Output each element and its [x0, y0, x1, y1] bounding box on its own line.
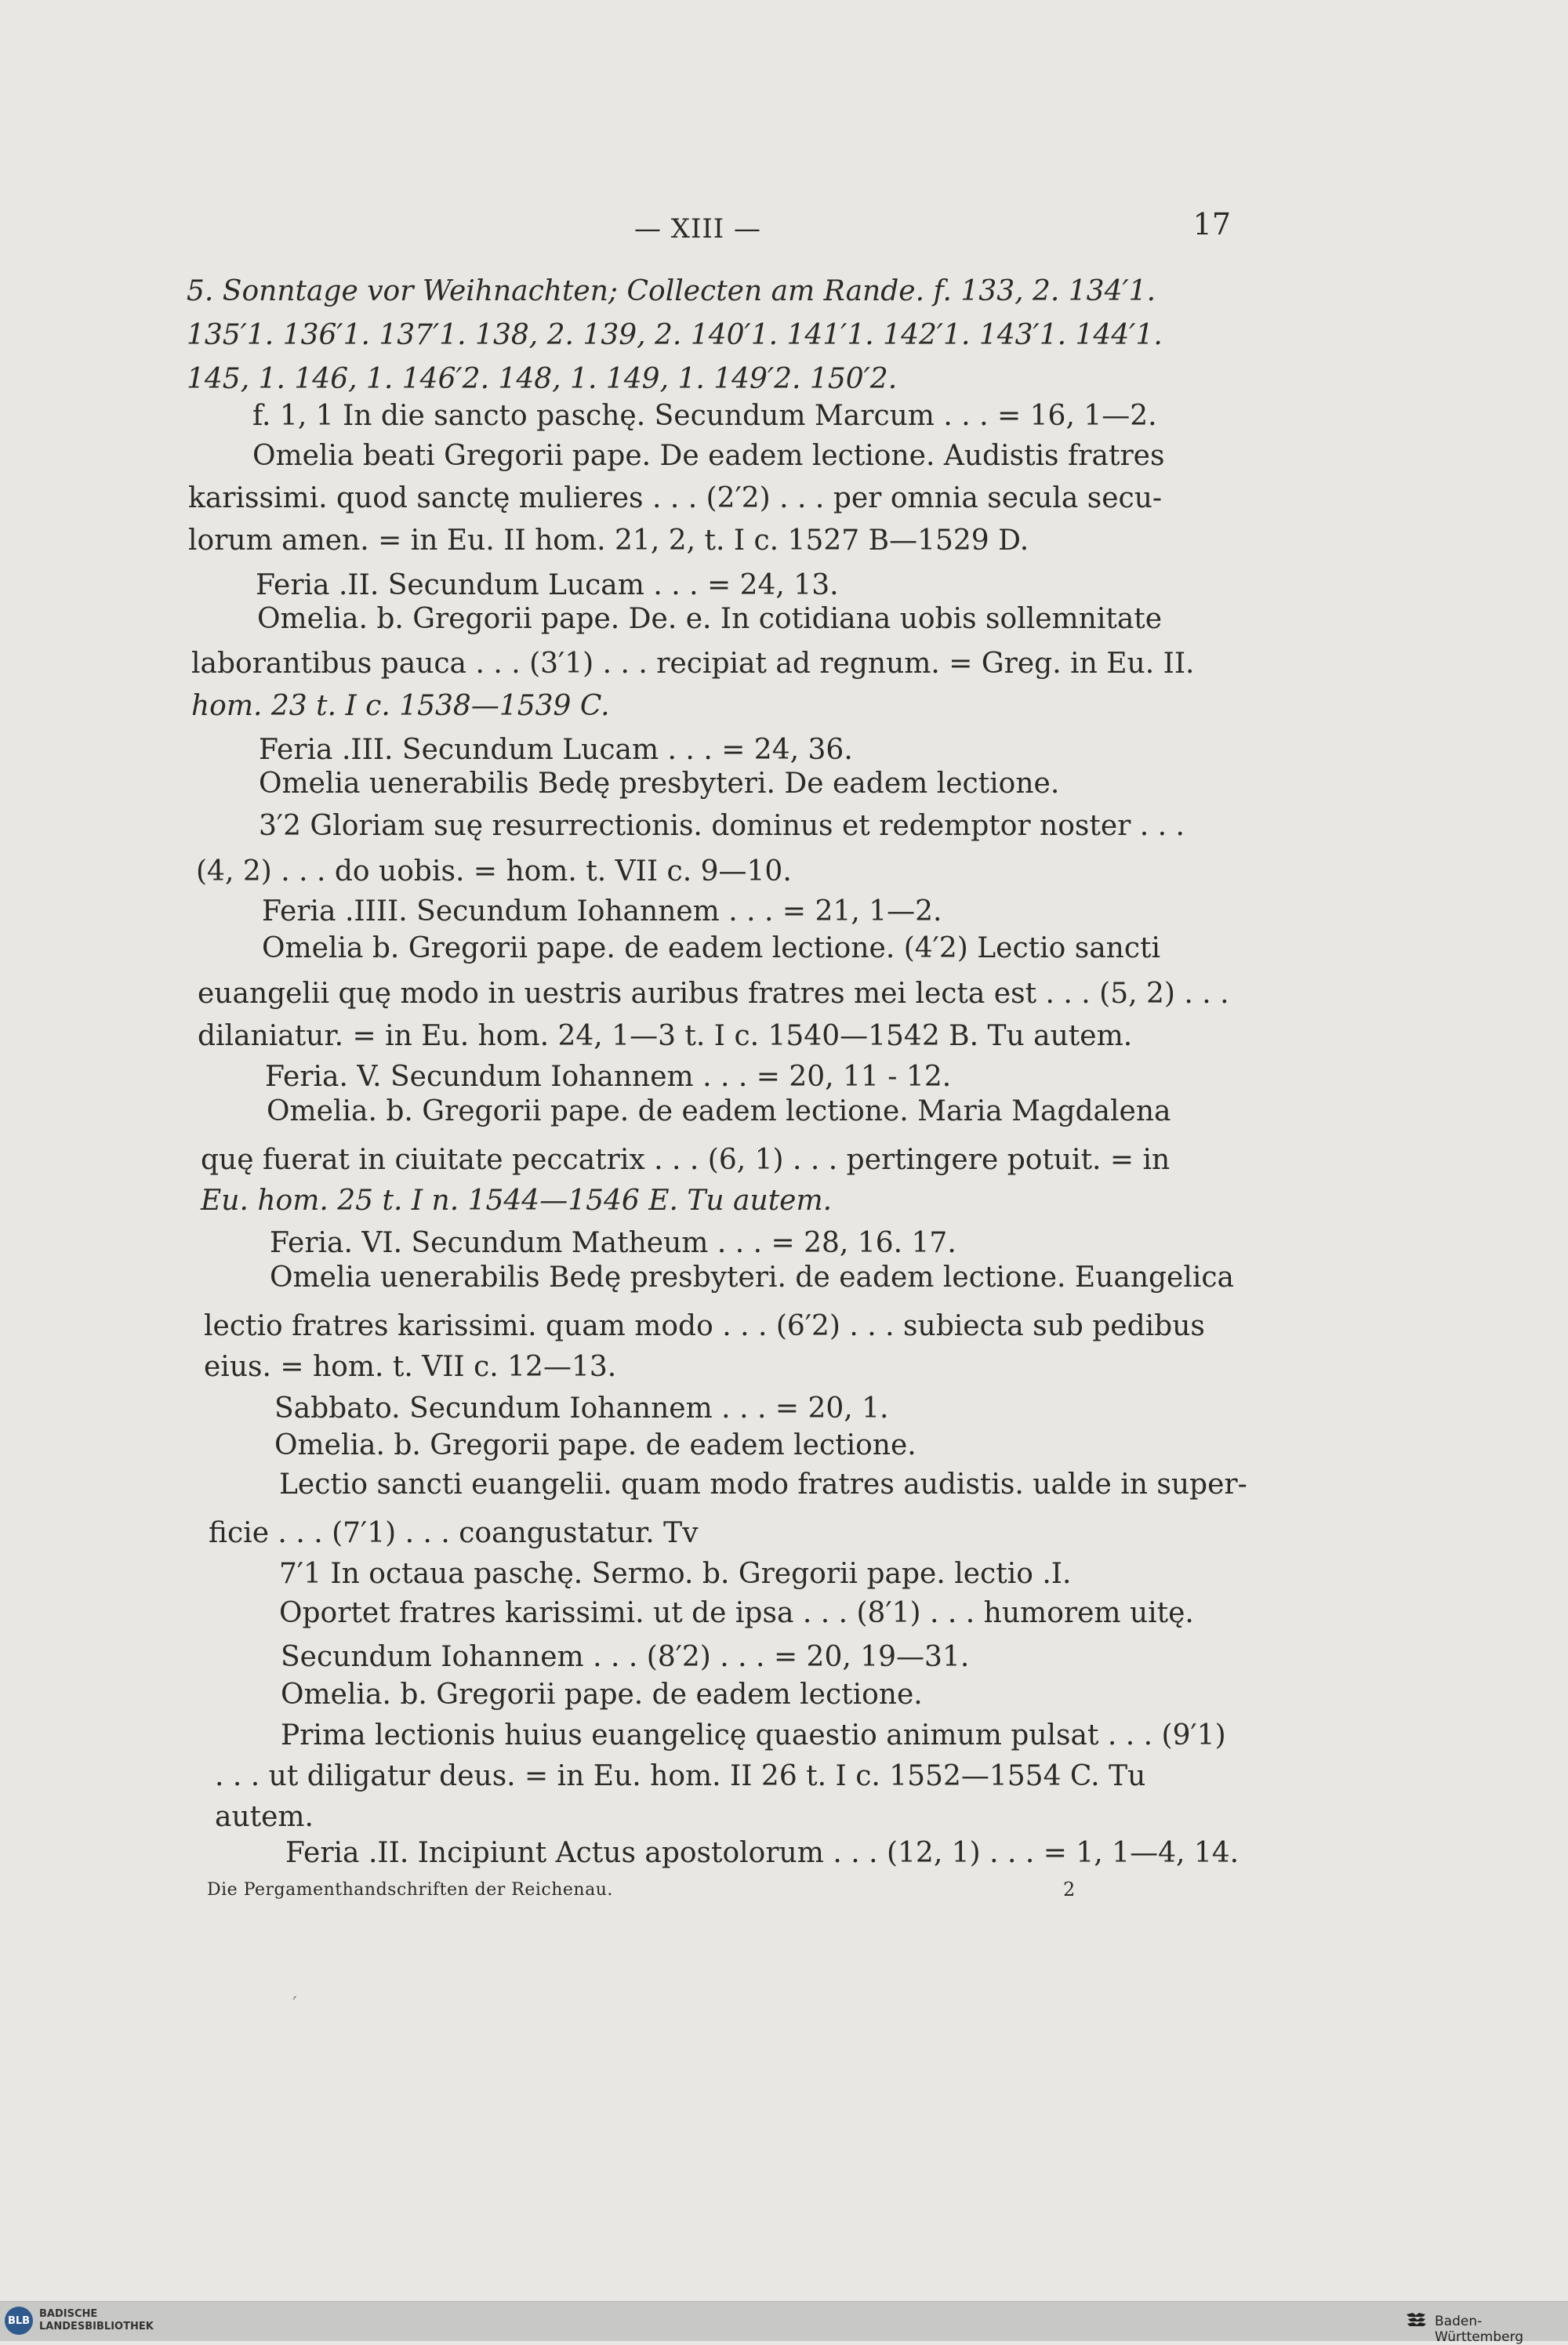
- text-line: dilaniatur. = in Eu. hom. 24, 1—3 t. I c. 1540—1542 B. Tu autem.: [198, 1020, 1133, 1052]
- text-line: Feria. VI. Secundum Matheum . . . = 28, 16. 17.: [270, 1227, 956, 1259]
- text-line: Feria .III. Secundum Lucam . . . = 24, 36.: [259, 734, 853, 766]
- text-line: Omelia. b. Gregorii pape. de eadem lectione.: [281, 1679, 923, 1711]
- text-line: Oportet fratres karissimi. ut de ipsa . . . (8′1) . . . humorem uitę.: [279, 1597, 1194, 1629]
- text-line: Omelia. b. Gregorii pape. de eadem lectione.: [274, 1429, 916, 1461]
- text-line: lectio fratres karissimi. quam modo . . . (6′2) . . . subiecta sub pedibus: [204, 1310, 1205, 1342]
- text-line: Sabbato. Secundum Iohannem . . . = 20, 1.: [274, 1392, 889, 1425]
- blb-logo-icon[interactable]: BLB: [5, 2307, 33, 2335]
- text-line: euangelii quę modo in uestris auribus fratres mei lecta est . . . (5, 2) . . .: [198, 978, 1229, 1010]
- text-line: 7′1 In octaua paschę. Sermo. b. Gregorii pape. lectio .I.: [279, 1558, 1072, 1590]
- margin-mark: ′: [292, 1993, 297, 2016]
- state-label[interactable]: Baden-Württemberg: [1435, 2314, 1524, 2345]
- text-line: Lectio sancti euangelii. quam modo fratres audistis. ualde in super-: [279, 1468, 1247, 1501]
- text-line: . . . ut diligatur deus. = in Eu. hom. II 26 t. I c. 1552—1554 C. Tu: [215, 1760, 1146, 1792]
- text-line: Secundum Iohannem . . . (8′2) . . . = 20, 19—31.: [281, 1641, 970, 1673]
- text-line: Feria. V. Secundum Iohannem . . . = 20, 11 - 12.: [265, 1061, 952, 1093]
- text-line: laborantibus pauca . . . (3′1) . . . recipiat ad regnum. = Greg. in Eu. II.: [191, 648, 1195, 680]
- text-line: autem.: [215, 1801, 314, 1833]
- text-line: 135′1. 136′1. 137′1. 138, 2. 139, 2. 140′1. 141′1. 142′1. 143′1. 144′1.: [187, 319, 1163, 351]
- library-label[interactable]: [39, 2308, 154, 2333]
- text-line: 3′2 Gloriam suę resurrectionis. dominus et redemptor noster . . .: [259, 810, 1185, 842]
- text-line: 5. Sonntage vor Weihnachten; Collecten am Rande. f. 133, 2. 134′1.: [187, 275, 1156, 307]
- state-coat-of-arms-icon[interactable]: [1403, 2308, 1428, 2333]
- text-line: Prima lectionis huius euangelicę quaestio animum pulsat . . . (9′1): [281, 1719, 1226, 1751]
- text-line: lorum amen. = in Eu. II hom. 21, 2, t. I c. 1527 B—1529 D.: [188, 525, 1029, 557]
- bottom-bar: [0, 2301, 1568, 2341]
- text-line: Feria .II. Secundum Lucam . . . = 24, 13.: [256, 569, 839, 601]
- text-line: Omelia uenerabilis Bedę presbyteri. de eadem lectione. Euangelica: [270, 1261, 1235, 1294]
- text-line: Feria .IIII. Secundum Iohannem . . . = 21, 1—2.: [262, 895, 942, 927]
- library-label-line-2: LANDESBIBLIOTHEK: [39, 2321, 154, 2332]
- text-line: Omelia beati Gregorii pape. De eadem lectione. Audistis fratres: [252, 440, 1165, 472]
- page-number: 17: [1192, 207, 1231, 241]
- text-line: Omelia b. Gregorii pape. de eadem lectione. (4′2) Lectio sancti: [262, 932, 1160, 964]
- footer-title: Die Pergamenthandschriften der Reichenau.: [207, 1880, 613, 1900]
- signature-mark: 2: [1063, 1879, 1076, 1900]
- text-line: Feria .II. Incipiunt Actus apostolorum . . . (12, 1) . . . = 1, 1—4, 14.: [285, 1837, 1240, 1869]
- text-line: (4, 2) . . . do uobis. = hom. t. VII c. 9—10.: [196, 855, 792, 888]
- library-label-line-1: BADISCHE: [39, 2308, 98, 2320]
- text-line: hom. 23 t. I c. 1538—1539 C.: [191, 690, 610, 722]
- text-line: Omelia. b. Gregorii pape. de eadem lectione. Maria Magdalena: [267, 1095, 1171, 1127]
- text-line: Omelia uenerabilis Bedę presbyteri. De eadem lectione.: [259, 768, 1060, 800]
- text-line: eius. = hom. t. VII c. 12—13.: [204, 1351, 617, 1383]
- text-line: 145, 1. 146, 1. 146′2. 148, 1. 149, 1. 149′2. 150′2.: [187, 363, 898, 395]
- text-line: ficie . . . (7′1) . . . coangustatur. Tv: [209, 1517, 699, 1549]
- text-line: karissimi. quod sanctę mulieres . . . (2′2) . . . per omnia secula secu-: [188, 482, 1163, 514]
- text-line: Eu. hom. 25 t. I n. 1544—1546 E. Tu autem.: [201, 1185, 833, 1217]
- text-line: f. 1, 1 In die sancto paschę. Secundum Marcum . . . = 16, 1—2.: [252, 400, 1157, 432]
- text-line: quę fuerat in ciuitate peccatrix . . . (6, 1) . . . pertingere potuit. = in: [201, 1144, 1171, 1176]
- text-line: Omelia. b. Gregorii pape. De. e. In cotidiana uobis sollemnitate: [257, 603, 1163, 635]
- section-header: — XIII —: [633, 213, 762, 245]
